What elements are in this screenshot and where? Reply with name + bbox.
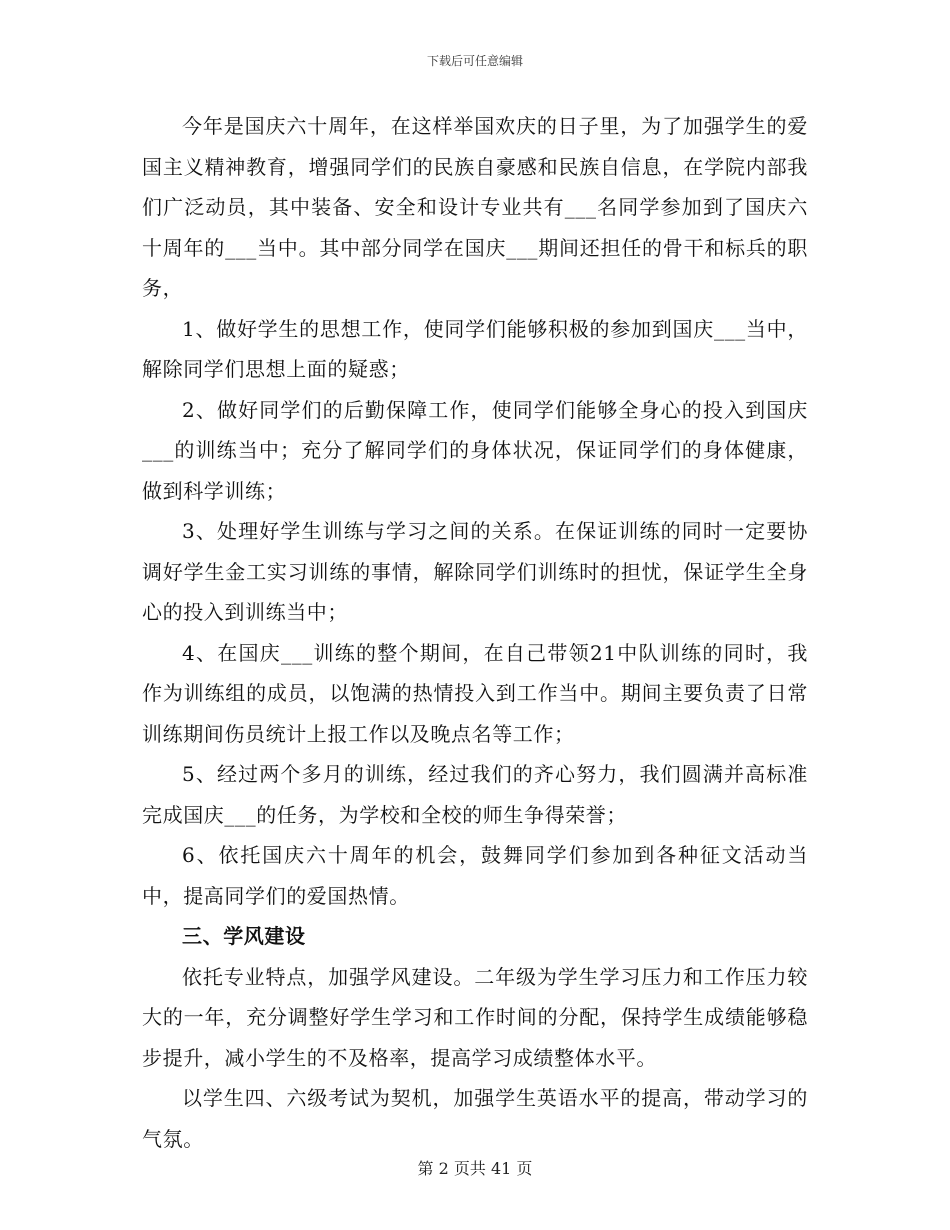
document-body (142, 106, 808, 1159)
page-footer: 第 2 页共 41 页 (417, 1159, 533, 1178)
list-item-2: 2、做好同学们的后勤保障工作，使同学们能够全身心的投入到国庆___的训练当中；充分了解同学们的身体状况，保证同学们的身体健康，做到科学训练； (142, 397, 808, 503)
page-header: 下载后可任意编辑 (426, 54, 523, 68)
list-item-3: 3、处理好学生训练与学习之间的关系。在保证训练的同时一定要协调好学生金工实习训练的事情，解除同学们训练时的担忧，保证学生全身心的投入到训练当中； (142, 519, 808, 624)
section-heading: 三、学风建设 (182, 924, 306, 948)
list-item-6: 6、依托国庆六十周年的机会，鼓舞同学们参加到各种征文活动当中，提高同学们的爱国热情。 (142, 843, 808, 908)
section-paragraph-2: 以学生四、六级考试为契机，加强学生英语水平的提高，带动学习的气氛。 (142, 1086, 808, 1151)
list-item-4: 4、在国庆___训练的整个期间，在自己带领21中队训练的同时，我作为训练组的成员，以饱满的热情投入到工作当中。期间主要负责了日常训练期间伤员统计上报工作以及晚点名等工作； (142, 640, 808, 746)
list-item-5: 5、经过两个多月的训练，经过我们的齐心努力，我们圆满并高标准完成国庆___的任务，为学校和全校的师生争得荣誉； (142, 762, 808, 827)
list-item-1: 1、做好学生的思想工作，使同学们能够积极的参加到国庆___当中，解除同学们思想上面的疑惑； (142, 316, 808, 381)
intro-paragraph: 今年是国庆六十周年，在这样举国欢庆的日子里，为了加强学生的爱国主义精神教育，增强同学们的民族自豪感和民族自信息，在学院内部我们广泛动员，其中装备、安全和设计专业共有___名同学参加到了国庆六十周年的___当中。其中部分同学在国庆___期间还担任的骨干和标兵的职务， (142, 114, 808, 300)
section-paragraph-1: 依托专业特点，加强学风建设。二年级为学生学习压力和工作压力较大的一年，充分调整好学生学习和工作时间的分配，保持学生成绩能够稳步提升，减小学生的不及格率，提高学习成绩整体水平。 (142, 964, 808, 1070)
